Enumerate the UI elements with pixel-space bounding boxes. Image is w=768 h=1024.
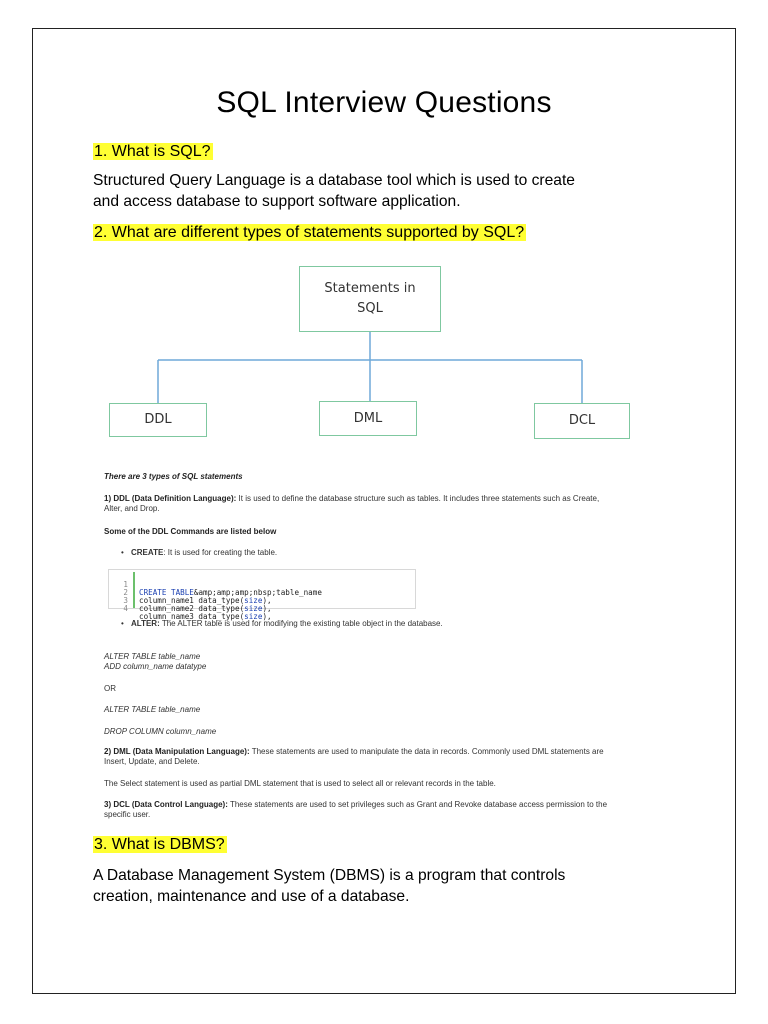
alter-example-1 — [104, 652, 206, 672]
code-text: ), — [262, 596, 272, 605]
ddl-label: 1) DDL (Data Definition Language): — [104, 494, 237, 503]
code-line-number: 4 — [123, 604, 128, 613]
question-1-text: 1. What is SQL? — [94, 143, 211, 160]
code-text: &amp;amp;amp;nbsp;table_name — [193, 588, 322, 597]
alter-example-1-line-2: ADD column_name datatype — [104, 662, 207, 671]
code-keyword: size — [244, 604, 263, 613]
code-text: ), — [262, 604, 272, 613]
ddl-description — [104, 494, 704, 514]
code-keyword: size — [244, 596, 263, 605]
code-text: ), — [262, 612, 272, 621]
dcl-description — [104, 800, 704, 820]
code-keyword: CREATE TABLE — [139, 588, 194, 597]
or-text: OR — [104, 684, 116, 693]
answer-1 — [93, 170, 693, 212]
diagram-node-dml: DML — [319, 401, 417, 436]
code-keyword: size — [244, 612, 263, 621]
ddl-text-2: Alter, and Drop. — [104, 504, 160, 513]
dml-text-1: These statements are used to manipulate the data in records. Commonly used DML statements are — [249, 747, 604, 756]
answer-3-line-1: A Database Management System (DBMS) is a program that controls — [93, 867, 566, 884]
dml-text-2: Insert, Update, and Delete. — [104, 757, 200, 766]
answer-1-line-1: Structured Query Language is a database tool which is used to create — [93, 172, 575, 189]
alter-bullet — [131, 619, 443, 628]
alter-example-2-line-1: ALTER TABLE table_name — [104, 705, 201, 714]
code-line-number: 1 — [123, 580, 128, 589]
ddl-text-1: It is used to define the database structure such as tables. It includes three statements such as Create, — [236, 494, 600, 503]
question-3-text: 3. What is DBMS? — [94, 836, 225, 853]
answer-3 — [93, 865, 693, 907]
dcl-text-2: specific user. — [104, 810, 151, 819]
code-text: column_name2 data_type( — [139, 604, 245, 613]
ddl-list-heading: Some of the DDL Commands are listed below — [104, 527, 277, 536]
embedded-heading: There are 3 types of SQL statements — [104, 472, 243, 481]
diagram-node-ddl: DDL — [109, 403, 207, 437]
diagram-node-dcl: DCL — [534, 403, 630, 439]
dml-description — [104, 747, 704, 767]
question-3 — [93, 835, 227, 854]
code-line-number: 2 — [123, 588, 128, 597]
page-title: SQL Interview Questions — [216, 86, 552, 119]
alter-example-2-line-2: DROP COLUMN column_name — [104, 727, 217, 736]
question-1 — [93, 142, 213, 161]
dcl-label: 3) DCL (Data Control Language): — [104, 800, 228, 809]
answer-3-line-2: creation, maintenance and use of a database. — [93, 888, 410, 905]
code-line-1 — [109, 573, 409, 597]
code-line-number: 3 — [123, 596, 128, 605]
select-text: The Select statement is used as partial DML statement that is used to select all or relevant records in the table. — [104, 779, 496, 788]
create-label: CREATE — [131, 548, 164, 557]
alter-label: ALTER: — [131, 619, 160, 628]
create-text: : It is used for creating the table. — [163, 548, 278, 557]
alter-text: The ALTER table is used for modifying the existing table object in the database. — [159, 619, 443, 628]
create-bullet — [131, 548, 277, 557]
dml-label: 2) DML (Data Manipulation Language): — [104, 747, 250, 756]
diagram-root-node: Statements in SQL — [299, 266, 441, 332]
question-2-text: 2. What are different types of statements supported by SQL? — [94, 224, 525, 241]
dcl-text-1: These statements are used to set privileges such as Grant and Revoke database access permission to the — [227, 800, 608, 809]
alter-example-1-line-1: ALTER TABLE table_name — [104, 652, 201, 661]
question-2 — [93, 223, 526, 242]
code-block — [108, 569, 416, 621]
answer-1-line-2: and access database to support software application. — [93, 193, 461, 210]
code-text: column_name3 data_type( — [139, 612, 245, 621]
code-text: column_name1 data_type( — [139, 596, 245, 605]
